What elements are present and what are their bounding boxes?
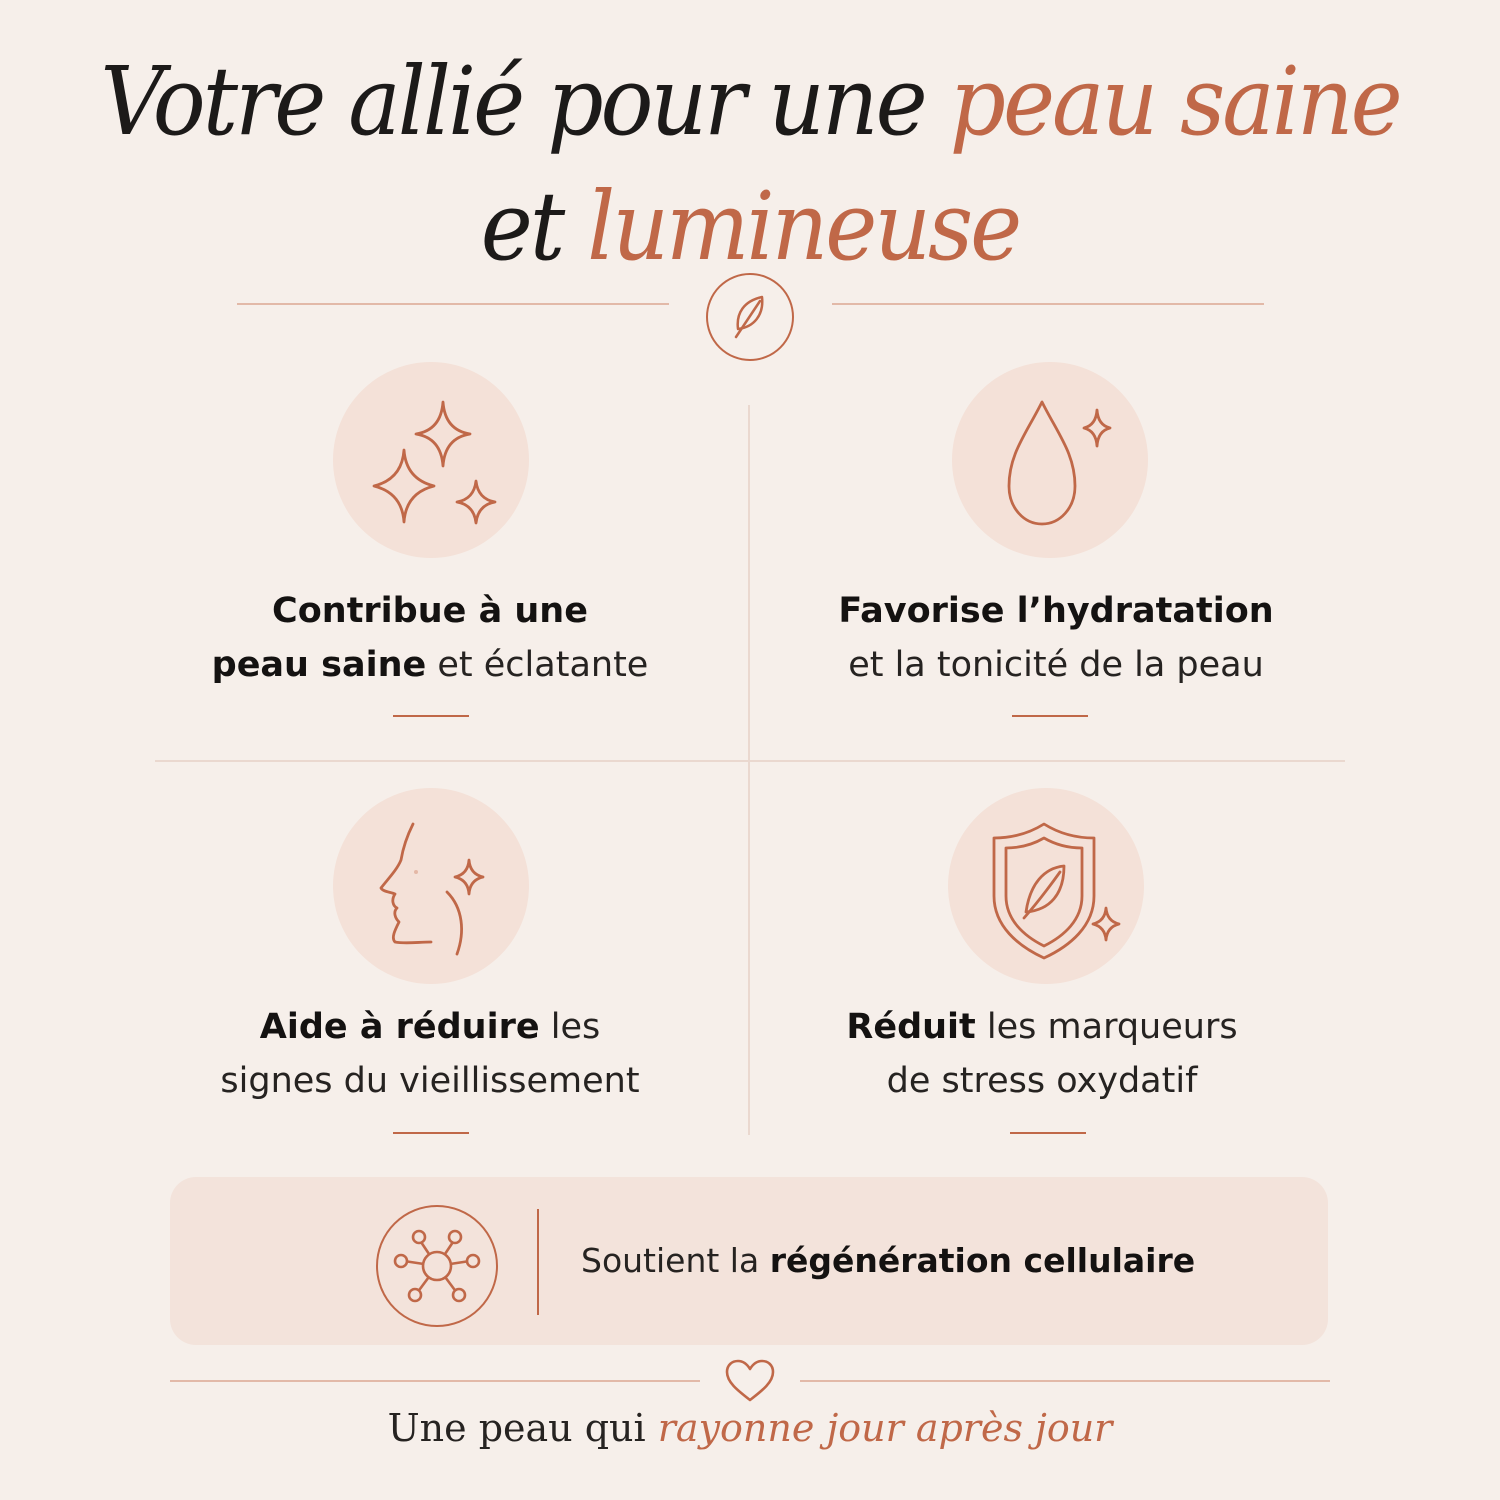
- feature-circle-2: [952, 362, 1148, 558]
- feature-rule-2: [1012, 715, 1088, 717]
- water-drop-icon: [952, 362, 1148, 558]
- grid-divider-horizontal: [155, 760, 1345, 762]
- feature-rule-1: [393, 715, 469, 717]
- footer-divider-left: [170, 1380, 700, 1382]
- face-profile-icon: [333, 788, 529, 984]
- benefit-banner: [170, 1177, 1328, 1345]
- top-divider-right: [832, 303, 1264, 305]
- feature-rule-4: [1010, 1132, 1086, 1134]
- feature-circle-1: [333, 362, 529, 558]
- page-title: [0, 39, 1500, 290]
- feature-circle-3: [333, 788, 529, 984]
- grid-divider-vertical: [748, 405, 750, 1135]
- feature-text-2: Favorise l’hydratation et la tonicité de la peau: [838, 591, 1274, 685]
- leaf-icon: [706, 273, 794, 361]
- feature-circle-4: [948, 788, 1144, 984]
- feature-text-4: Réduit les marqueurs de stress oxydatif: [846, 1007, 1238, 1101]
- title-line-1: Votre allié pour une peau saine: [100, 45, 1400, 157]
- heart-icon: [723, 1358, 777, 1404]
- feature-rule-3: [393, 1132, 469, 1134]
- feature-text-1: Contribue à une peau saine et éclatante: [211, 591, 649, 685]
- banner-text: Soutient la régénération cellulaire: [581, 1241, 1196, 1280]
- shield-leaf-icon: [948, 788, 1144, 984]
- banner-separator: [537, 1209, 539, 1315]
- top-divider-left: [237, 303, 669, 305]
- footer-tagline: Une peau qui rayonne jour après jour: [387, 1406, 1113, 1450]
- title-line-2: et lumineuse: [480, 170, 1020, 282]
- footer-divider-right: [800, 1380, 1330, 1382]
- molecule-icon: [376, 1205, 498, 1327]
- sparkles-icon: [333, 362, 529, 558]
- feature-text-3: Aide à réduire les signes du vieillissement: [220, 1007, 640, 1101]
- molecule-icon-frame: [376, 1205, 498, 1327]
